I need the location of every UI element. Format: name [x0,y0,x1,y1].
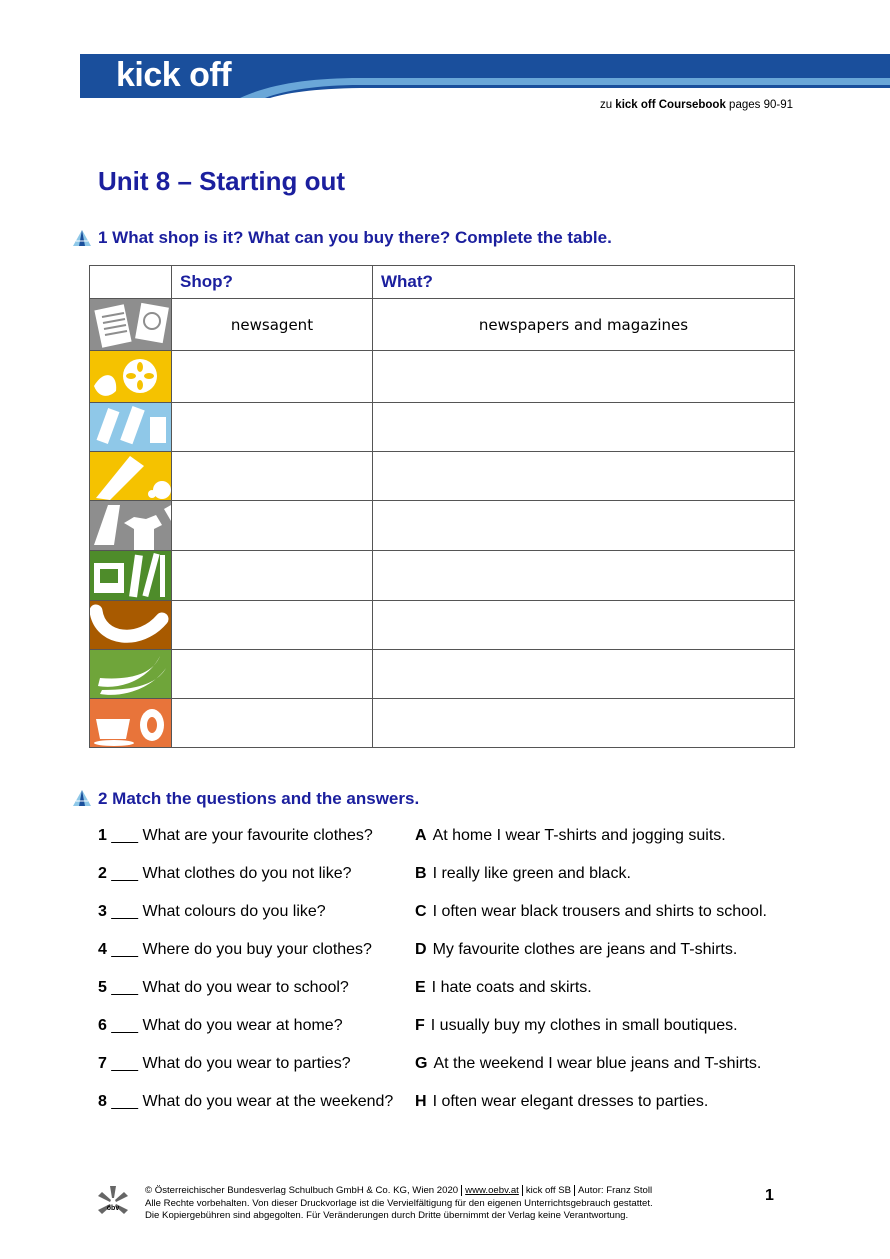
answer-item: H I often wear elegant dresses to parties. [415,1093,709,1110]
shop-cell[interactable]: newsagent [172,299,373,351]
what-cell[interactable]: newspapers and magazines [373,299,795,351]
footer-copyright: © Österreichischer Bundesverlag Schulbuch GmbH & Co. KG, Wien 2020 www.oebv.at kick off SB Autor: Franz Stoll Alle Rechte vorbehalten. Von dieser Druckvorlage ist die Vervielfältigung für den eigenen Unterrichtsgebrauch gestattet. Die Kopiergebühren sind abgegolten. Für Veränderungen durch Dritte übernimmt der Verlag keine Verantwortung. [145,1185,653,1222]
exercise1-heading: 1 What shop is it? What can you buy there? Complete the table. [98,228,612,247]
table-row [90,650,795,699]
question-item[interactable]: 2 ___ What clothes do you not like? [98,865,352,882]
clothes-icon [90,501,172,551]
stationery-icon [90,551,172,601]
answer-item: A At home I wear T-shirts and jogging suits. [415,827,726,844]
question-item[interactable]: 6 ___ What do you wear at home? [98,1017,343,1034]
question-item[interactable]: 5 ___ What do you wear to school? [98,979,349,996]
page-number: 1 [765,1187,774,1204]
coursebook-reference: zu kick off Coursebook pages 90-91 [599,99,793,111]
what-cell[interactable] [373,452,795,501]
what-cell[interactable] [373,403,795,452]
column-header-shop: Shop? [172,266,373,299]
cup-icon [90,699,172,748]
exercise2-heading: 2 Match the questions and the answers. [98,789,420,808]
carrot-icon [90,452,172,501]
what-cell[interactable] [373,501,795,551]
table-row [90,351,795,403]
question-item[interactable]: 4 ___ Where do you buy your clothes? [98,941,372,958]
what-cell[interactable] [373,650,795,699]
table-row [90,699,795,748]
table-row [90,452,795,501]
column-header-what: What? [373,266,795,299]
toothpaste-icon [90,403,172,452]
shop-cell[interactable] [172,699,373,748]
what-cell[interactable] [373,601,795,650]
exercise-icon [72,789,92,807]
answer-item: B I really like green and black. [415,865,631,882]
answer-item: C I often wear black trousers and shirts to school. [415,903,767,920]
what-cell[interactable] [373,351,795,403]
header-empty-cell [90,266,172,299]
svg-text:öbv: öbv [106,1205,120,1212]
shop-cell[interactable] [172,501,373,551]
brand-logo: kick off [116,56,232,94]
table-row [90,299,795,351]
question-item[interactable]: 7 ___ What do you wear to parties? [98,1055,351,1072]
question-item[interactable]: 1 ___ What are your favourite clothes? [98,827,373,844]
shop-cell[interactable] [172,351,373,403]
question-item[interactable]: 8 ___ What do you wear at the weekend? [98,1093,394,1110]
newspaper-icon [90,299,172,351]
page-title: Unit 8 – Starting out [98,166,345,196]
shop-cell[interactable] [172,601,373,650]
shop-cell[interactable] [172,551,373,601]
answer-item: F I usually buy my clothes in small boutiques. [415,1017,738,1034]
table-row [90,501,795,551]
what-cell[interactable] [373,699,795,748]
table-row [90,551,795,601]
banana-icon [90,650,172,699]
publisher-link[interactable]: www.oebv.at [465,1185,519,1196]
shop-table [89,265,795,748]
lemon-icon [90,351,172,403]
table-row [90,601,795,650]
shop-cell[interactable] [172,650,373,699]
table-row [90,403,795,452]
answer-item: E I hate coats and skirts. [415,979,592,996]
publisher-logo [96,1184,130,1220]
exercise-icon [72,229,92,247]
shop-cell[interactable] [172,403,373,452]
answer-item: D My favourite clothes are jeans and T-shirts. [415,941,738,958]
answer-item: G At the weekend I wear blue jeans and T-shirts. [415,1055,762,1072]
sausage-icon [90,601,172,650]
question-item[interactable]: 3 ___ What colours do you like? [98,903,326,920]
table-header-row [90,266,795,299]
what-cell[interactable] [373,551,795,601]
shop-cell[interactable] [172,452,373,501]
